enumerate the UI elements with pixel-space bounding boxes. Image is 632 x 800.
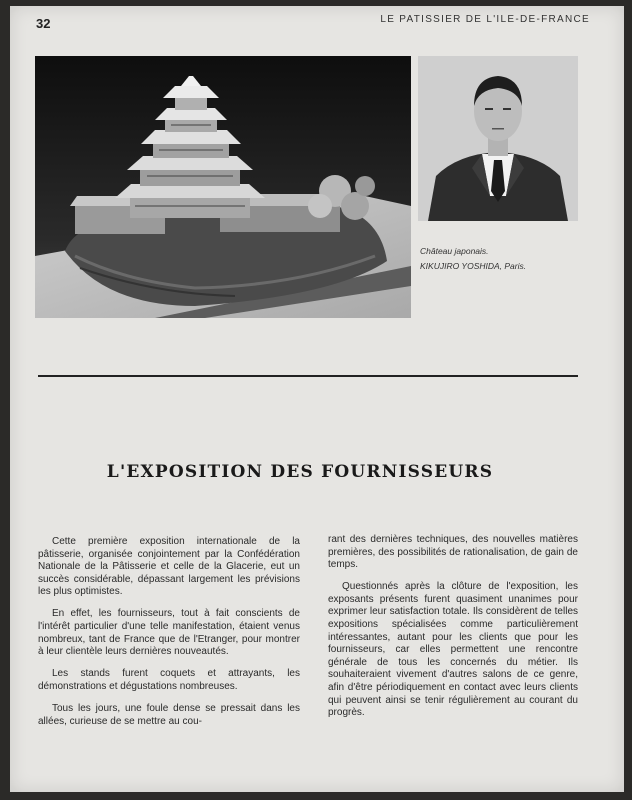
- castle-photo: [35, 56, 411, 318]
- magazine-page: [10, 6, 624, 792]
- article-left-column: [38, 536, 300, 738]
- paragraph: Tous les jours, une foule dense se pressait dans les allées, curieuse de se mettre au cou-: [38, 703, 300, 727]
- article-title: L'EXPOSITION DES FOURNISSEURS: [106, 462, 494, 482]
- paragraph: Les stands furent coquets et attrayants, les démonstrations et dégustations nombreuses.: [38, 668, 300, 692]
- photo-caption: [420, 244, 526, 274]
- paragraph: Questionnés après la clôture de l'exposition, les exposants présents furent quasiment unanimes pour exprimer leur satisfaction totale. Ils considèrent de telles expositions spécialisées comme particulièrement intéressantes, autant pour les clients que pour les fournisseurs, car elles permettent une rencontre générale de tous les concernés du métier. Ils souhaiteraient vivement d'autres salons de ce genre, afin d'être périodiquement en contact avec leurs clients qui peuvent ainsi se tenir régulièrement au courant du progrès.: [328, 581, 578, 719]
- article-right-column: [328, 534, 578, 729]
- running-title: LE PATISSIER DE L'ILE-DE-FRANCE: [380, 14, 590, 25]
- paragraph: Cette première exposition internationale de la pâtisserie, organisée conjointement par la Confédération Nationale de la Pâtisserie et celle de la Glacerie, eut un succès considérable, dépassant largement les prévisions les plus optimistes.: [38, 536, 300, 598]
- section-divider: [38, 375, 578, 377]
- portrait-photo: [418, 56, 578, 221]
- paragraph: En effet, les fournisseurs, tout à fait conscients de l'intérêt particulier d'une telle manifestation, étaient venus nombreux, tant de France que de l'Etranger, pour montrer à leur clientèle leurs dernières nouveautés.: [38, 608, 300, 658]
- caption-author: KIKUJIRO YOSHIDA, Paris.: [420, 261, 527, 271]
- paragraph: rant des dernières techniques, des nouvelles matières premières, des possibilités de rationalisation, de gain de temps.: [328, 534, 578, 571]
- caption-title: Château japonais.: [420, 246, 489, 256]
- page-number: 32: [36, 16, 51, 31]
